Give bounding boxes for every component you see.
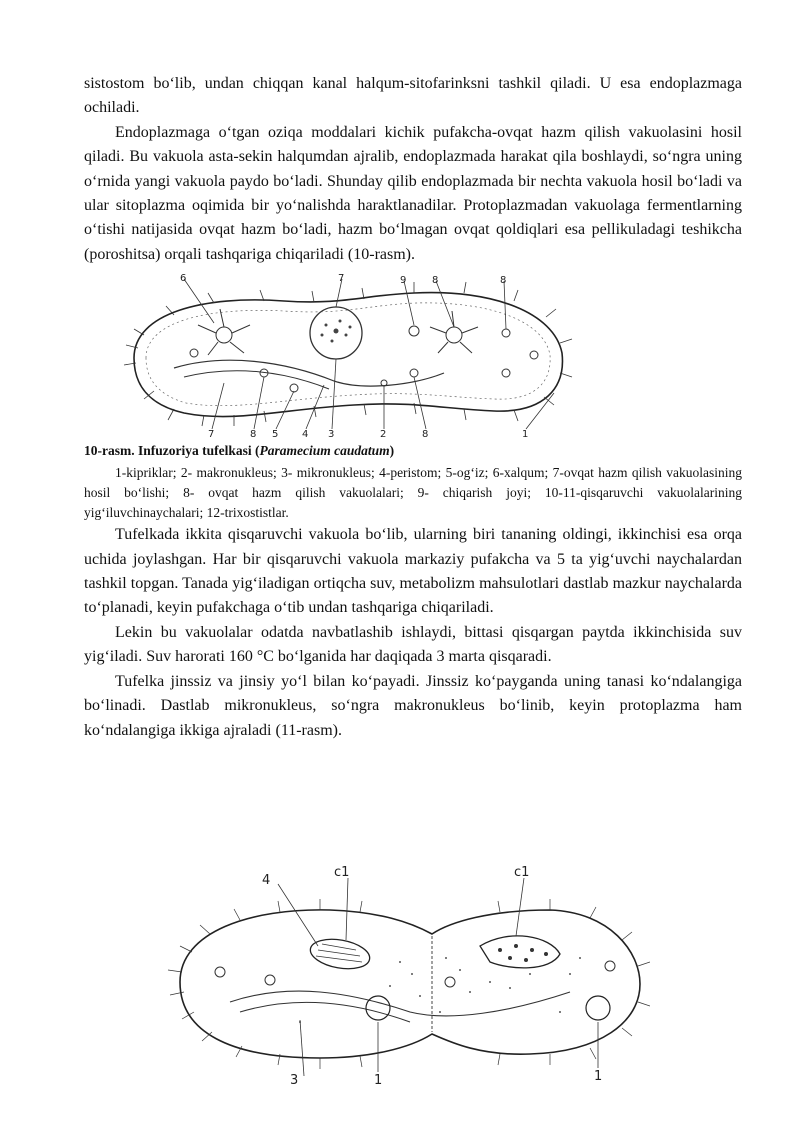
- fig10-label: 9: [400, 275, 407, 287]
- fig10-label: 8: [432, 275, 439, 287]
- fig10-label: 5: [272, 429, 279, 438]
- fig11-label: 4: [262, 873, 271, 888]
- fig11-label: c1: [334, 865, 350, 880]
- figure-10-caption: [84, 441, 742, 523]
- fig10-label: 8: [250, 429, 257, 438]
- document-page: [84, 72, 742, 743]
- fig11-label: 3: [290, 1073, 299, 1087]
- paragraph-continuation: sistostom bo‘lib, undan chiqqan kanal halqum-sitofarinksni tashkil qiladi. U esa endoplazmaga ochiladi.: [84, 75, 742, 117]
- fig10-label: 3: [328, 429, 335, 438]
- fig11-label: 1: [594, 1069, 603, 1084]
- fig11-label: 1: [374, 1073, 383, 1087]
- paragraph-alternation: Lekin bu vakuolalar odatda navbatlashib ishlaydi, bittasi qisqargan paytda ikkinchisida suv yig‘iladi. Suv harorati 160 °C bo‘lganida har daqiqada 3 marta qisqaradi.: [84, 623, 742, 666]
- fig10-label: 7: [208, 429, 215, 438]
- figure-11-division: [150, 862, 650, 1092]
- fig10-label: 8: [500, 275, 507, 287]
- fig11-label: c1: [514, 865, 530, 880]
- fig10-label: 6: [180, 273, 187, 285]
- fig10-label: 8: [422, 429, 429, 438]
- figure-10-title: 10-rasm. Infuzoriya tufelkasi (Paramecium caudatum): [84, 443, 395, 459]
- fig10-label: 7: [338, 273, 345, 285]
- contractile-vacuole-rear: [430, 311, 478, 353]
- paragraph-contractile-vacuoles: Tufelkada ikkita qisqaruvchi vakuola bo‘lib, ularning biri tananing oldingi, ikkinchisi esa orqa uchida joylashgan. Har bir qisqaruvchi vakuola markaziy pufakcha va 5 ta yig‘uvchi naychalardan tashkil topgan. Tanada yig‘iladigan ortiqcha suv, metabolizm mahsulotlari dastlab mazkur naychalarda to‘planadi, keyin pufakchaga o‘tib undan tashqariga chiqariladi.: [84, 526, 742, 617]
- fig10-label: 1: [522, 429, 529, 438]
- figure-10-paramecium: [84, 273, 742, 437]
- figure-10-legend: 1-kipriklar; 2- makronukleus; 3- mikronukleus; 4-peristom; 5-og‘iz; 6-xalqum; 7-ovqat hazm qilish vakuolasining hosil bo‘lishi; 8- ovqat hazm qilish vakuolalari; 9- chiqarish joyi; 10-11-qisqaruvchi vakuolalarining yig‘iluvchinaychalari; 12-trixostistlar.: [84, 465, 742, 521]
- fig10-label: 4: [302, 429, 309, 438]
- paramecium-illustration: [114, 273, 584, 437]
- paragraph-reproduction: Tufelka jinssiz va jinsiy yo‘l bilan ko‘payadi. Jinssiz ko‘payganda uning tanasi ko‘ndalangiga bo‘linadi. Dastlab mikronukleus, so‘ngra makronukleus bo‘linib, keyin protoplazma ham ko‘ndalangiga ikkiga ajraladi (11-rasm).: [84, 672, 742, 739]
- paragraph-digestion: Endoplazmaga o‘tgan oziqa moddalari kichik pufakcha-ovqat hazm qilish vakuolasini hosil qiladi. Bu vakuola asta-sekin halqumdan ajralib, endoplazmada harakat qila boshlaydi, so‘ngra uning o‘rnida yangi vakuola paydo bo‘ladi. Shunday qilib endoplazmada bir nechta vakuola hosil bo‘ladi va ular sitoplazma oqimida bir yo‘nalishda haraktlanadilar. Protoplazmadan vakuolaga fermentlarning o‘tishi natijasida ovqat hazm bo‘ladi, hazm bo‘lmagan ovqat qoldiqlari esa pellikuladagi teshikcha (poroshitsa) orqali tashqariga chiqariladi (10-rasm).: [84, 123, 742, 263]
- contractile-vacuole-front: [198, 309, 250, 355]
- division-illustration: [150, 862, 650, 1087]
- fig10-label: 2: [380, 429, 387, 438]
